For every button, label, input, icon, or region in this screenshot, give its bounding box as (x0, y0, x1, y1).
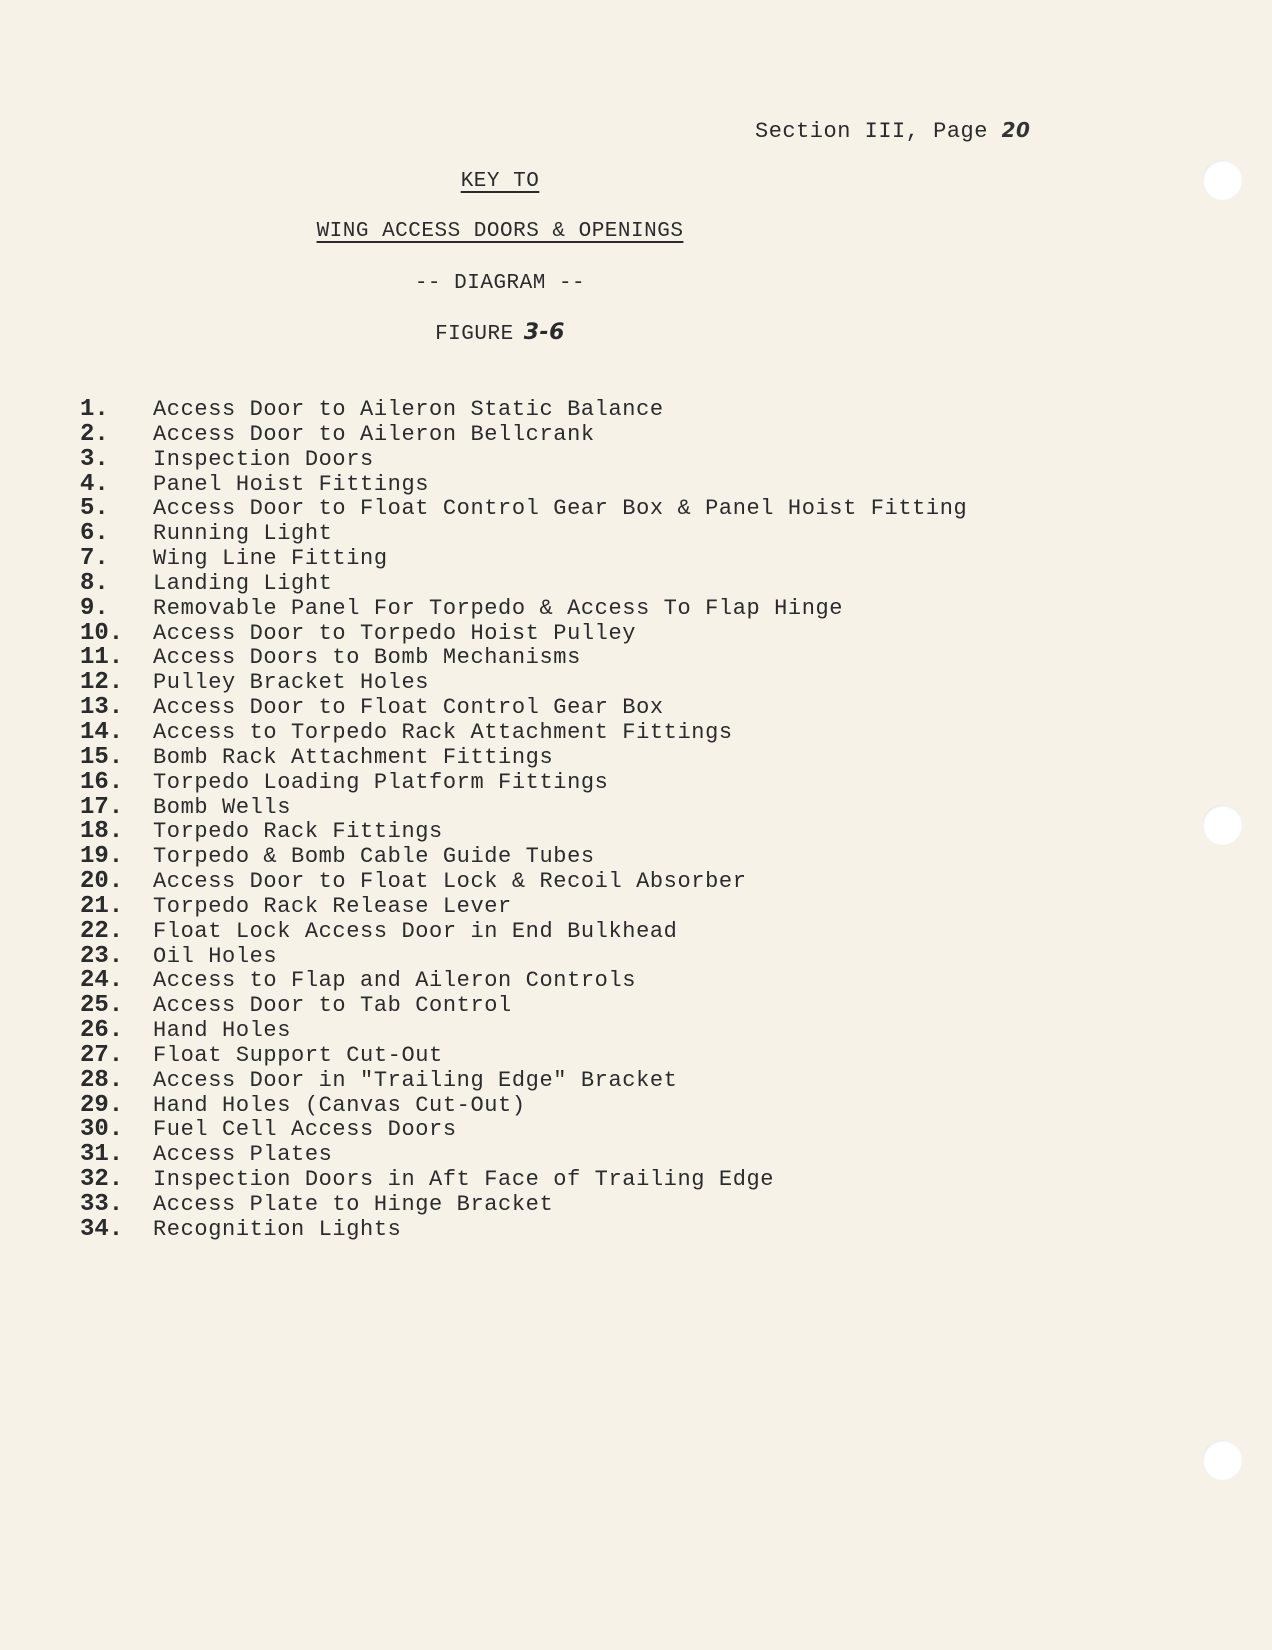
list-item-number: 22. (80, 917, 124, 945)
list-item-number: 31. (80, 1141, 124, 1169)
list-item (80, 1141, 1080, 1169)
list-item-label: Access to Torpedo Rack Attachment Fittings (153, 719, 733, 745)
list-item-label: Bomb Wells (153, 794, 292, 820)
list-item-label: Access to Flap and Aileron Controls (153, 968, 637, 994)
list-item-number: 17. (80, 793, 124, 821)
list-item (80, 545, 1080, 573)
list-item (80, 818, 1080, 846)
punch-hole-middle (1202, 805, 1242, 845)
list-item-number: 30. (80, 1116, 124, 1144)
list-item-number: 28. (80, 1066, 124, 1094)
list-item-number: 14. (80, 718, 124, 746)
list-item-number: 20. (80, 868, 124, 896)
list-item-label: Inspection Doors in Aft Face of Trailing Edge (153, 1167, 775, 1193)
list-item-number: 26. (80, 1017, 124, 1045)
list-item (80, 396, 1080, 421)
list-item (80, 1067, 1080, 1092)
heading-diagram-text: -- DIAGRAM -- (414, 272, 586, 295)
list-item-label: Hand Holes (Canvas Cut-Out) (153, 1092, 526, 1118)
heading-figure (0, 320, 1000, 346)
list-item (80, 595, 1080, 620)
list-item-number: 16. (80, 768, 124, 796)
list-item (80, 495, 1080, 523)
list-item-number: 12. (80, 669, 124, 697)
page-number: 20 (1001, 118, 1031, 142)
list-item (80, 1216, 1080, 1241)
heading-key-to (0, 170, 1000, 193)
page-reference (755, 118, 1030, 144)
list-item-label: Access Door to Torpedo Hoist Pulley (153, 620, 637, 646)
list-item-label: Running Light (153, 521, 333, 547)
list-item-label: Landing Light (153, 570, 333, 596)
list-item-label: Torpedo Rack Release Lever (153, 893, 512, 919)
list-item-number: 27. (80, 1041, 124, 1069)
punch-hole-top (1202, 160, 1242, 200)
list-item-number: 1. (80, 396, 109, 423)
list-item (80, 1116, 1080, 1144)
list-item-label: Access Door to Float Lock & Recoil Absorber (153, 869, 747, 895)
list-item (80, 694, 1080, 722)
list-item-label: Removable Panel For Torpedo & Access To Flap Hinge (153, 595, 844, 621)
list-item (80, 943, 1080, 968)
list-item-number: 23. (80, 942, 124, 970)
list-item-number: 2. (80, 420, 109, 448)
key-list (80, 396, 1080, 1241)
list-item (80, 918, 1080, 943)
list-item (80, 1166, 1080, 1194)
list-item-label: Torpedo Rack Fittings (153, 819, 443, 845)
list-item-label: Fuel Cell Access Doors (153, 1117, 457, 1143)
list-item-label: Access Door to Float Control Gear Box (153, 695, 664, 721)
list-item (80, 520, 1080, 548)
list-item-number: 13. (80, 694, 124, 722)
figure-label: FIGURE (435, 323, 514, 346)
figure-number: 3-6 (523, 320, 565, 345)
list-item-number: 6. (80, 520, 109, 548)
heading-subject-text: WING ACCESS DOORS & OPENINGS (316, 220, 684, 243)
list-item (80, 967, 1080, 995)
list-item-number: 18. (80, 818, 124, 846)
list-item-number: 33. (80, 1191, 124, 1218)
list-item-number: 21. (80, 892, 124, 920)
list-item-number: 7. (80, 545, 109, 573)
list-item (80, 471, 1080, 496)
list-item-label: Access Doors to Bomb Mechanisms (153, 645, 581, 671)
list-item (80, 843, 1080, 871)
list-item (80, 644, 1080, 672)
list-item (80, 1092, 1080, 1117)
list-item-number: 32. (80, 1166, 124, 1194)
list-item (80, 421, 1080, 446)
page-reference-label: Section III, Page (755, 119, 988, 144)
list-item-label: Access Door to Aileron Bellcrank (153, 421, 595, 447)
list-item-label: Float Support Cut-Out (153, 1042, 443, 1068)
list-item-number: 3. (80, 445, 109, 473)
punch-hole-bottom (1202, 1440, 1242, 1480)
list-item-label: Access Door in "Trailing Edge" Bracket (153, 1067, 678, 1093)
list-item (80, 1042, 1080, 1067)
list-item (80, 893, 1080, 918)
list-item (80, 744, 1080, 769)
list-item-label: Oil Holes (153, 943, 278, 969)
list-item-number: 11. (80, 644, 124, 672)
list-item-label: Inspection Doors (153, 446, 374, 472)
list-item-label: Access Plates (153, 1142, 333, 1168)
list-item-label: Access Door to Float Control Gear Box & Panel Hoist Fitting (153, 496, 968, 522)
list-item-number: 34. (80, 1215, 124, 1243)
list-item-label: Float Lock Access Door in End Bulkhead (153, 918, 678, 944)
list-item-number: 9. (80, 594, 109, 622)
list-item-label: Recognition Lights (153, 1216, 402, 1242)
list-item (80, 769, 1080, 794)
list-item-number: 5. (80, 495, 109, 523)
heading-key-to-text: KEY TO (460, 170, 540, 193)
list-item (80, 620, 1080, 645)
list-item-label: Wing Line Fitting (153, 546, 388, 572)
list-item-label: Access Door to Tab Control (153, 993, 512, 1019)
list-item-number: 15. (80, 743, 124, 771)
list-item-label: Access Plate to Hinge Bracket (153, 1192, 554, 1217)
list-item-number: 24. (80, 967, 124, 995)
list-item-label: Pulley Bracket Holes (153, 670, 430, 696)
list-item-label: Hand Holes (153, 1018, 292, 1044)
list-item-label: Access Door to Aileron Static Balance (153, 397, 664, 422)
list-item-number: 8. (80, 569, 109, 597)
heading-subject (0, 220, 1000, 243)
list-item-number: 25. (80, 992, 124, 1020)
list-item-number: 29. (80, 1091, 124, 1119)
list-item (80, 992, 1080, 1020)
list-item (80, 719, 1080, 744)
list-item-number: 4. (80, 470, 109, 498)
list-item-label: Torpedo & Bomb Cable Guide Tubes (153, 844, 595, 870)
heading-diagram (0, 272, 1000, 295)
list-item (80, 794, 1080, 819)
list-item-number: 10. (80, 619, 124, 647)
list-item (80, 868, 1080, 896)
list-item-number: 19. (80, 843, 124, 871)
list-item (80, 1191, 1080, 1216)
list-item-label: Bomb Rack Attachment Fittings (153, 744, 554, 770)
list-item (80, 570, 1080, 595)
list-item (80, 669, 1080, 697)
list-item (80, 1017, 1080, 1045)
list-item-label: Panel Hoist Fittings (153, 471, 430, 497)
list-item-label: Torpedo Loading Platform Fittings (153, 769, 609, 795)
list-item (80, 446, 1080, 471)
